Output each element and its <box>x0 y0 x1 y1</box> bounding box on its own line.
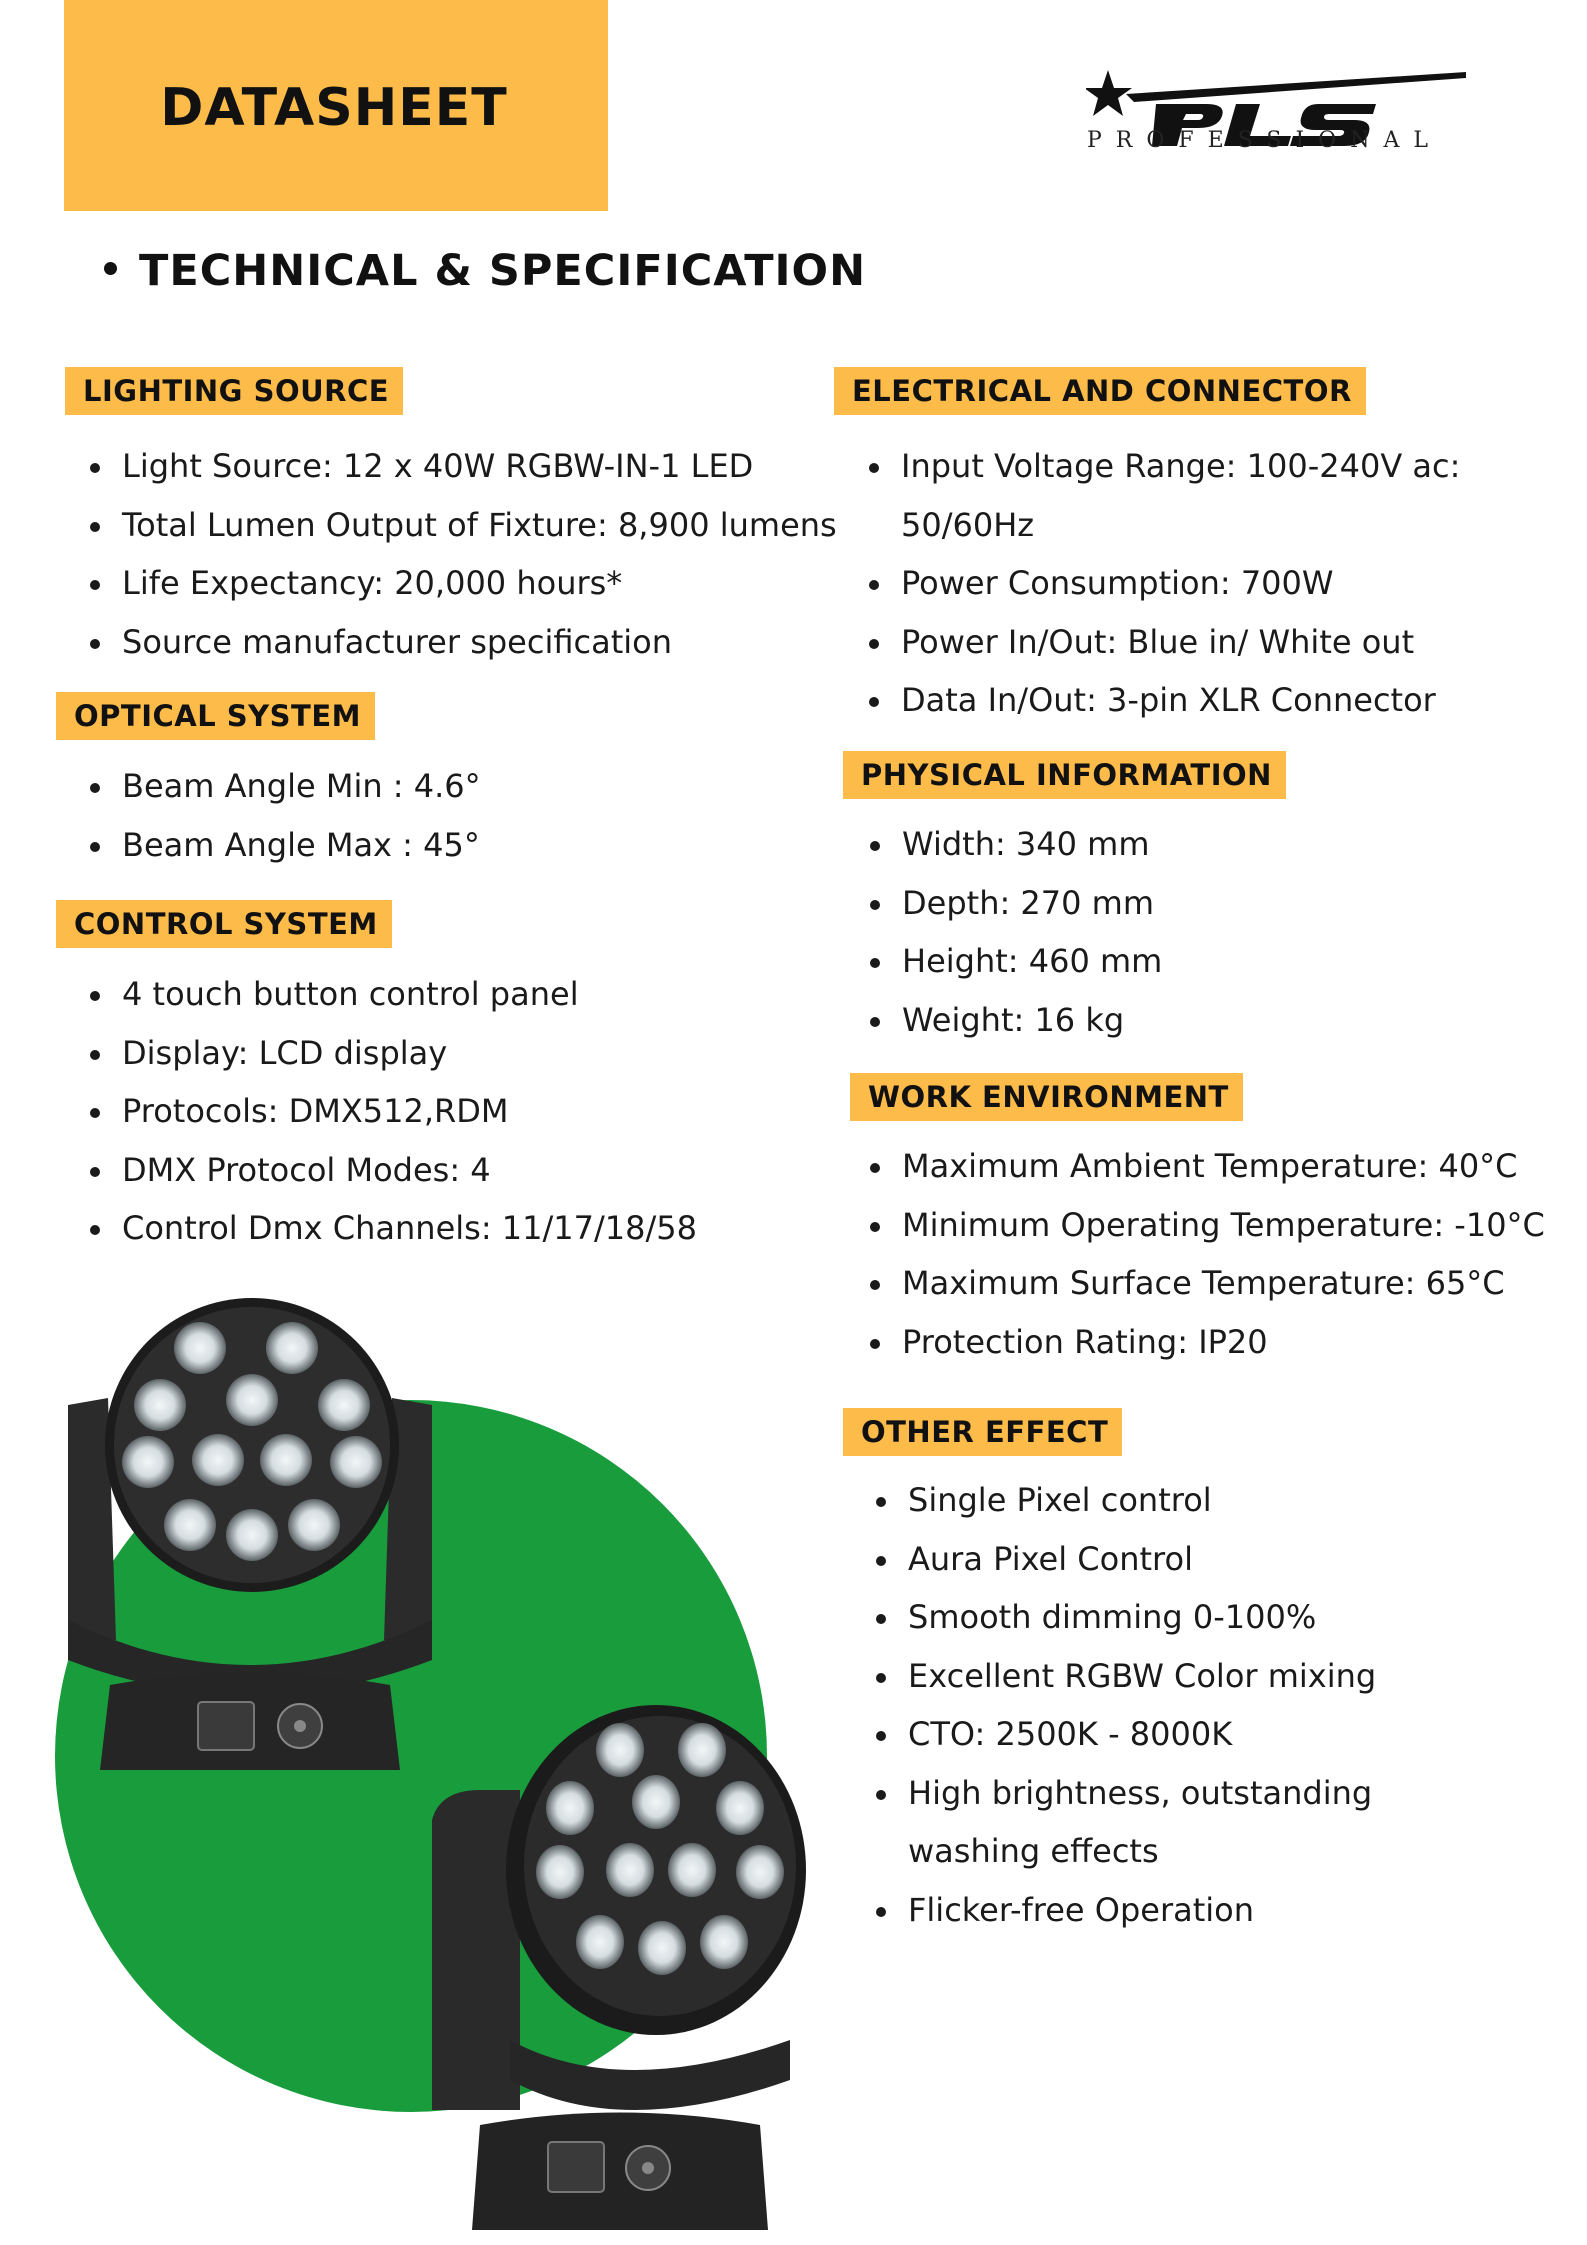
list-item: Depth: 270 mm <box>870 874 1162 933</box>
list-item: Excellent RGBW Color mixing <box>876 1647 1376 1706</box>
bullet-icon <box>104 262 117 275</box>
physical-tag: PHYSICAL INFORMATION <box>843 751 1286 799</box>
list-item: High brightness, outstanding <box>876 1764 1376 1823</box>
list-item: Light Source: 12 x 40W RGBW-IN-1 LED <box>90 437 837 496</box>
list-item: Total Lumen Output of Fixture: 8,900 lumens <box>90 496 837 555</box>
list-item: Beam Angle Max : 45° <box>90 816 481 875</box>
list-item: CTO: 2500K - 8000K <box>876 1705 1376 1764</box>
list-item: Power Consumption: 700W <box>869 554 1460 613</box>
list-item: Single Pixel control <box>876 1471 1376 1530</box>
list-item: Smooth dimming 0-100% <box>876 1588 1376 1647</box>
optical-system-tag: OPTICAL SYSTEM <box>56 692 375 740</box>
section-heading <box>104 246 866 296</box>
list-item: Weight: 16 kg <box>870 991 1162 1050</box>
list-item: Width: 340 mm <box>870 815 1162 874</box>
list-item: Maximum Surface Temperature: 65°C <box>870 1254 1545 1313</box>
list-item: Display: LCD display <box>90 1024 697 1083</box>
moving-head-front-image <box>60 1290 440 1780</box>
list-item: Input Voltage Range: 100-240V ac: <box>869 437 1460 496</box>
electrical-tag: ELECTRICAL AND CONNECTOR <box>834 367 1366 415</box>
section-heading-text: TECHNICAL & SPECIFICATION <box>139 246 867 296</box>
physical-list <box>870 815 1162 1049</box>
list-item: Maximum Ambient Temperature: 40°C <box>870 1137 1545 1196</box>
work-environment-list <box>870 1137 1545 1371</box>
list-item-continuation: washing effects <box>908 1832 1159 1870</box>
list-item-continuation: 50/60Hz <box>901 505 1035 544</box>
moving-head-angled-image <box>420 1680 810 2235</box>
control-system-list <box>90 965 697 1258</box>
list-item: DMX Protocol Modes: 4 <box>90 1141 697 1200</box>
work-environment-tag: WORK ENVIRONMENT <box>850 1073 1243 1121</box>
list-item: Flicker-free Operation <box>876 1881 1376 1940</box>
list-item: Life Expectancy: 20,000 hours* <box>90 554 837 613</box>
list-item: Beam Angle Min : 4.6° <box>90 757 481 816</box>
list-item: Data In/Out: 3-pin XLR Connector <box>869 671 1460 730</box>
other-effect-list <box>876 1471 1376 1939</box>
list-item: Aura Pixel Control <box>876 1530 1376 1589</box>
list-item: Protection Rating: IP20 <box>870 1313 1545 1372</box>
logo-subtext: PROFESSIONAL <box>1087 128 1442 153</box>
optical-system-list <box>90 757 481 874</box>
list-item: 4 touch button control panel <box>90 965 697 1024</box>
lighting-source-tag: LIGHTING SOURCE <box>65 367 403 415</box>
list-item: Minimum Operating Temperature: -10°C <box>870 1196 1545 1255</box>
list-item: Control Dmx Channels: 11/17/18/58 <box>90 1199 697 1258</box>
control-system-tag: CONTROL SYSTEM <box>56 900 392 948</box>
list-item: Source manufacturer specification <box>90 613 837 672</box>
page-title: DATASHEET <box>160 78 508 138</box>
list-item: Height: 460 mm <box>870 932 1162 991</box>
list-item: Protocols: DMX512,RDM <box>90 1082 697 1141</box>
list-item: Power In/Out: Blue in/ White out <box>869 613 1460 672</box>
lighting-source-list <box>90 437 837 671</box>
electrical-list <box>869 437 1460 730</box>
other-effect-tag: OTHER EFFECT <box>843 1408 1122 1456</box>
